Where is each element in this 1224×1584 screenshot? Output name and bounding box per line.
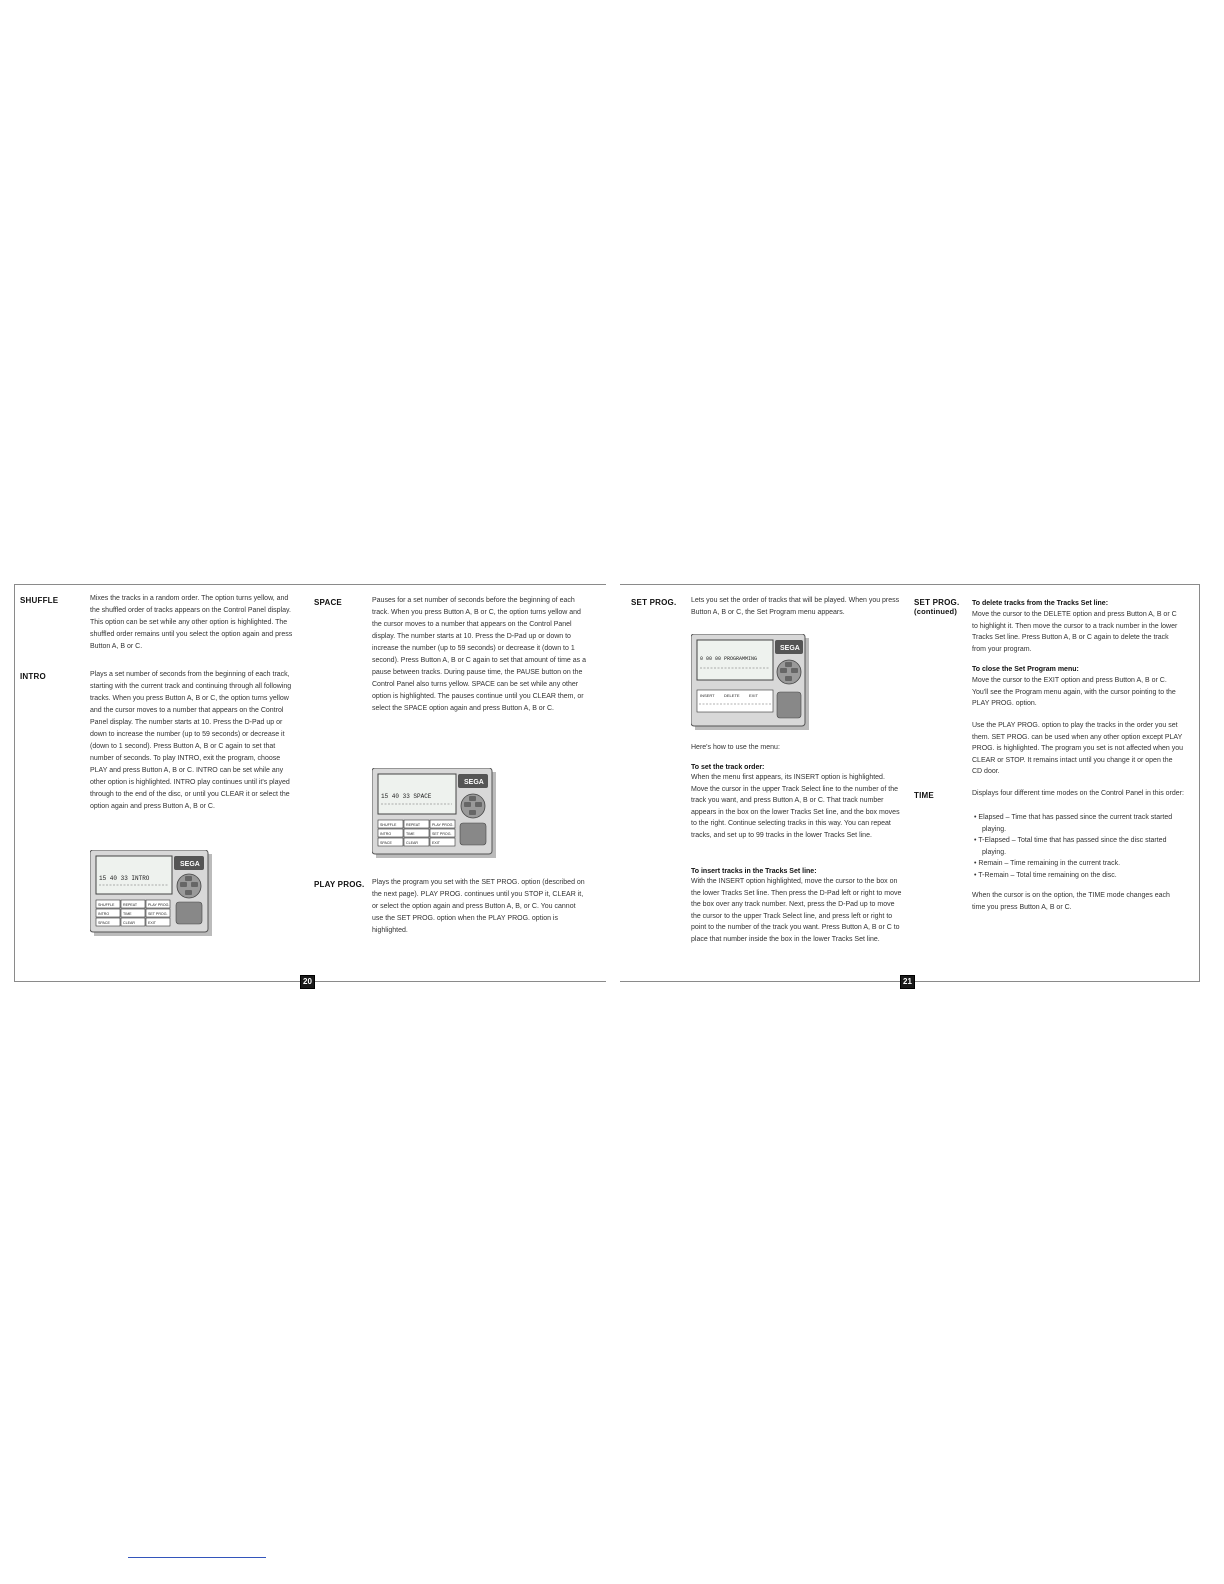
top-rule-right [620,584,1200,585]
control-panel-setprog-image [691,634,809,735]
shuffle-label: SHUFFLE [20,596,59,605]
svg-text:PLAY PROG.: PLAY PROG. [432,823,454,827]
svg-text:REPEAT: REPEAT [406,823,421,827]
svg-text:SEGA: SEGA [780,645,800,652]
set-prog-cont-sub: (continued) [914,607,958,616]
time-mode-item: • Remain – Time remaining in the current track. [974,860,1121,867]
panel-space-display: 15 40 33 SPACE [381,793,432,800]
delete-text: Move the cursor to the DELETE option and press Button A, B or C to highlight it. Then move the cursor to a track number in the lower Tracks Set line. Press Button A, B or C again to delete the track from your program. [972,611,1178,653]
delete-heading: To delete tracks from the Tracks Set line: [972,600,1109,607]
svg-text:SEGA: SEGA [464,779,484,786]
control-panel-space-image [372,768,496,863]
svg-text:REPEAT: REPEAT [123,903,138,907]
space-label: SPACE [314,598,342,607]
left-edge [14,584,15,982]
svg-text:SHUFFLE: SHUFFLE [98,903,115,907]
svg-text:SHUFFLE: SHUFFLE [380,823,397,827]
svg-text:INSERT: INSERT [700,693,715,698]
svg-text:CLEAR: CLEAR [123,921,135,925]
svg-text:SEGA: SEGA [180,861,200,868]
panel-prog-display: 0 00 00 PROGRAMMING [700,656,758,662]
panel-intro-display: 15 40 33 INTRO [99,875,150,882]
set-prog-label: SET PROG. [631,598,677,607]
time-modes [972,812,1184,881]
page-number-20: 20 [300,975,315,989]
top-rule-left [14,584,606,585]
svg-text:INTRO: INTRO [380,832,392,836]
order-heading: To set the track order: [691,764,765,771]
close-heading: To close the Set Program menu: [972,666,1079,673]
set-prog-intro: Lets you set the order of tracks that will be played. When you press Button A, B or C, the Set Program menu appears. [691,597,900,616]
set-prog-cont-title: SET PROG. [914,598,960,607]
svg-text:CLEAR: CLEAR [406,841,418,845]
time-mode-item: • Elapsed – Time that has passed since the current track started playing. [974,814,1173,833]
svg-text:DELETE: DELETE [724,693,740,698]
svg-text:EXIT: EXIT [749,693,758,698]
svg-text:PLAY PROG.: PLAY PROG. [148,903,170,907]
play-prog-text: Plays the program you set with the SET PROG. option (described on the next page). PLAY PROG. continues until you STOP it, CLEAR it, or select the option again and press Button A, B, or C. You cannot use the SET PROG. option when the PLAY PROG. option is highlighted. [372,879,585,934]
space-text: Pauses for a set number of seconds before the beginning of each track. When you press Button A, B or C, the option turns yellow and the cursor moves to a number that appears on the Control Panel display. The number starts at 10. Press the D-Pad up or down to increase the number (up to 59 seconds) or decrease it (down to 1 second). Press Button A, B or C again to set that amount of time as a pause between tracks. During pause time, the PAUSE button on the Control Panel also turns yellow. SPACE can be set while any other option is highlighted. The pauses continue until you CLEAR them, or select the SPACE option again and press Button A, B or C. [372,597,587,712]
set-prog-continued-label [914,598,959,616]
close-text: Move the cursor to the EXIT option and press Button A, B or C. You'll see the Program menu again, with the cursor pointing to the PLAY PROG. option. [972,677,1176,707]
page-number-21: 21 [900,975,915,989]
svg-text:INTRO: INTRO [98,912,110,916]
manual-spread [14,584,1200,986]
time-intro: Displays four different time modes on the Control Panel in this order: [972,790,1184,797]
svg-text:TIME: TIME [123,912,132,916]
svg-text:EXIT: EXIT [432,841,440,845]
use-text: Use the PLAY PROG. option to play the tracks in the order you set them. SET PROG. can be used when any other option except PLAY PROG. is highlighted. The program you set is not affected when you CLEAR or STOP. It remains intact until you change it or open the CD door. [972,722,1184,775]
time-mode-item: • T-Elapsed – Total time that has passed since the disc started playing. [974,837,1167,856]
time-label: TIME [914,791,934,800]
svg-text:SET PROG.: SET PROG. [432,832,452,836]
order-text: When the menu first appears, its INSERT option is highlighted. Move the cursor in the upper Track Select line to the number of the track you want, and press Button A, B or C. That track number appears in the box on the lower Tracks Set line, and the box moves to the right. Continue selecting tracks in this way. You can repeat tracks, and set up to 99 tracks in the lower Tracks Set line. [691,774,900,839]
control-panel-intro-image [90,850,212,941]
svg-text:TIME: TIME [406,832,415,836]
intro-text: Plays a set number of seconds from the beginning of each track, starting with the current track and continuing through all following tracks. When you press Button A, B or C, the option turns yellow and the cursor moves to a number that appears on the Control Panel display. The number starts at 10. Press the D-Pad up or down to increase the number (up to 59 seconds) or decrease it (down to 1 second). Press Button A, B or C again to set that number of seconds. To play INTRO, exit the program, choose PLAY and press Button A, B or C. INTRO can be set while any other option is highlighted. INTRO play continues until it's played through to the end of the disc, or until you CLEAR it or select the option again and press Button A, B or C. [90,671,292,810]
shuffle-text: Mixes the tracks in a random order. The option turns yellow, and the shuffled order of tracks appears on the Control Panel display. This option can be set while any other option is highlighted. The shuffled order remains until you select the option again and press Button A, B or C. [90,595,293,650]
svg-text:SET PROG.: SET PROG. [148,912,168,916]
svg-text:EXIT: EXIT [148,921,156,925]
intro-label: INTRO [20,672,46,681]
svg-text:SPACE: SPACE [98,921,110,925]
right-edge [1199,584,1200,982]
insert-heading: To insert tracks in the Tracks Set line: [691,868,817,875]
time-mode-item: • T-Remain – Total time remaining on the disc. [974,871,1117,879]
insert-text: With the INSERT option highlighted, move the cursor to the box on the lower Tracks Set line. Then press the D-Pad left or right to move the box over any track number. Next, press the D-Pad up to move the cursor to the upper Track Select line, and press left or right to point to the number of the track you want. Press Button A, B or C to place that number inside the box in the lower Tracks Set line. [691,878,902,943]
set-prog-howto: Here's how to use the menu: [691,744,780,751]
play-prog-label: PLAY PROG. [314,880,365,889]
time-outro: When the cursor is on the option, the TIME mode changes each time you press Button A, B or C. [972,892,1170,911]
bottom-underline [128,1557,266,1558]
svg-text:SPACE: SPACE [380,841,392,845]
